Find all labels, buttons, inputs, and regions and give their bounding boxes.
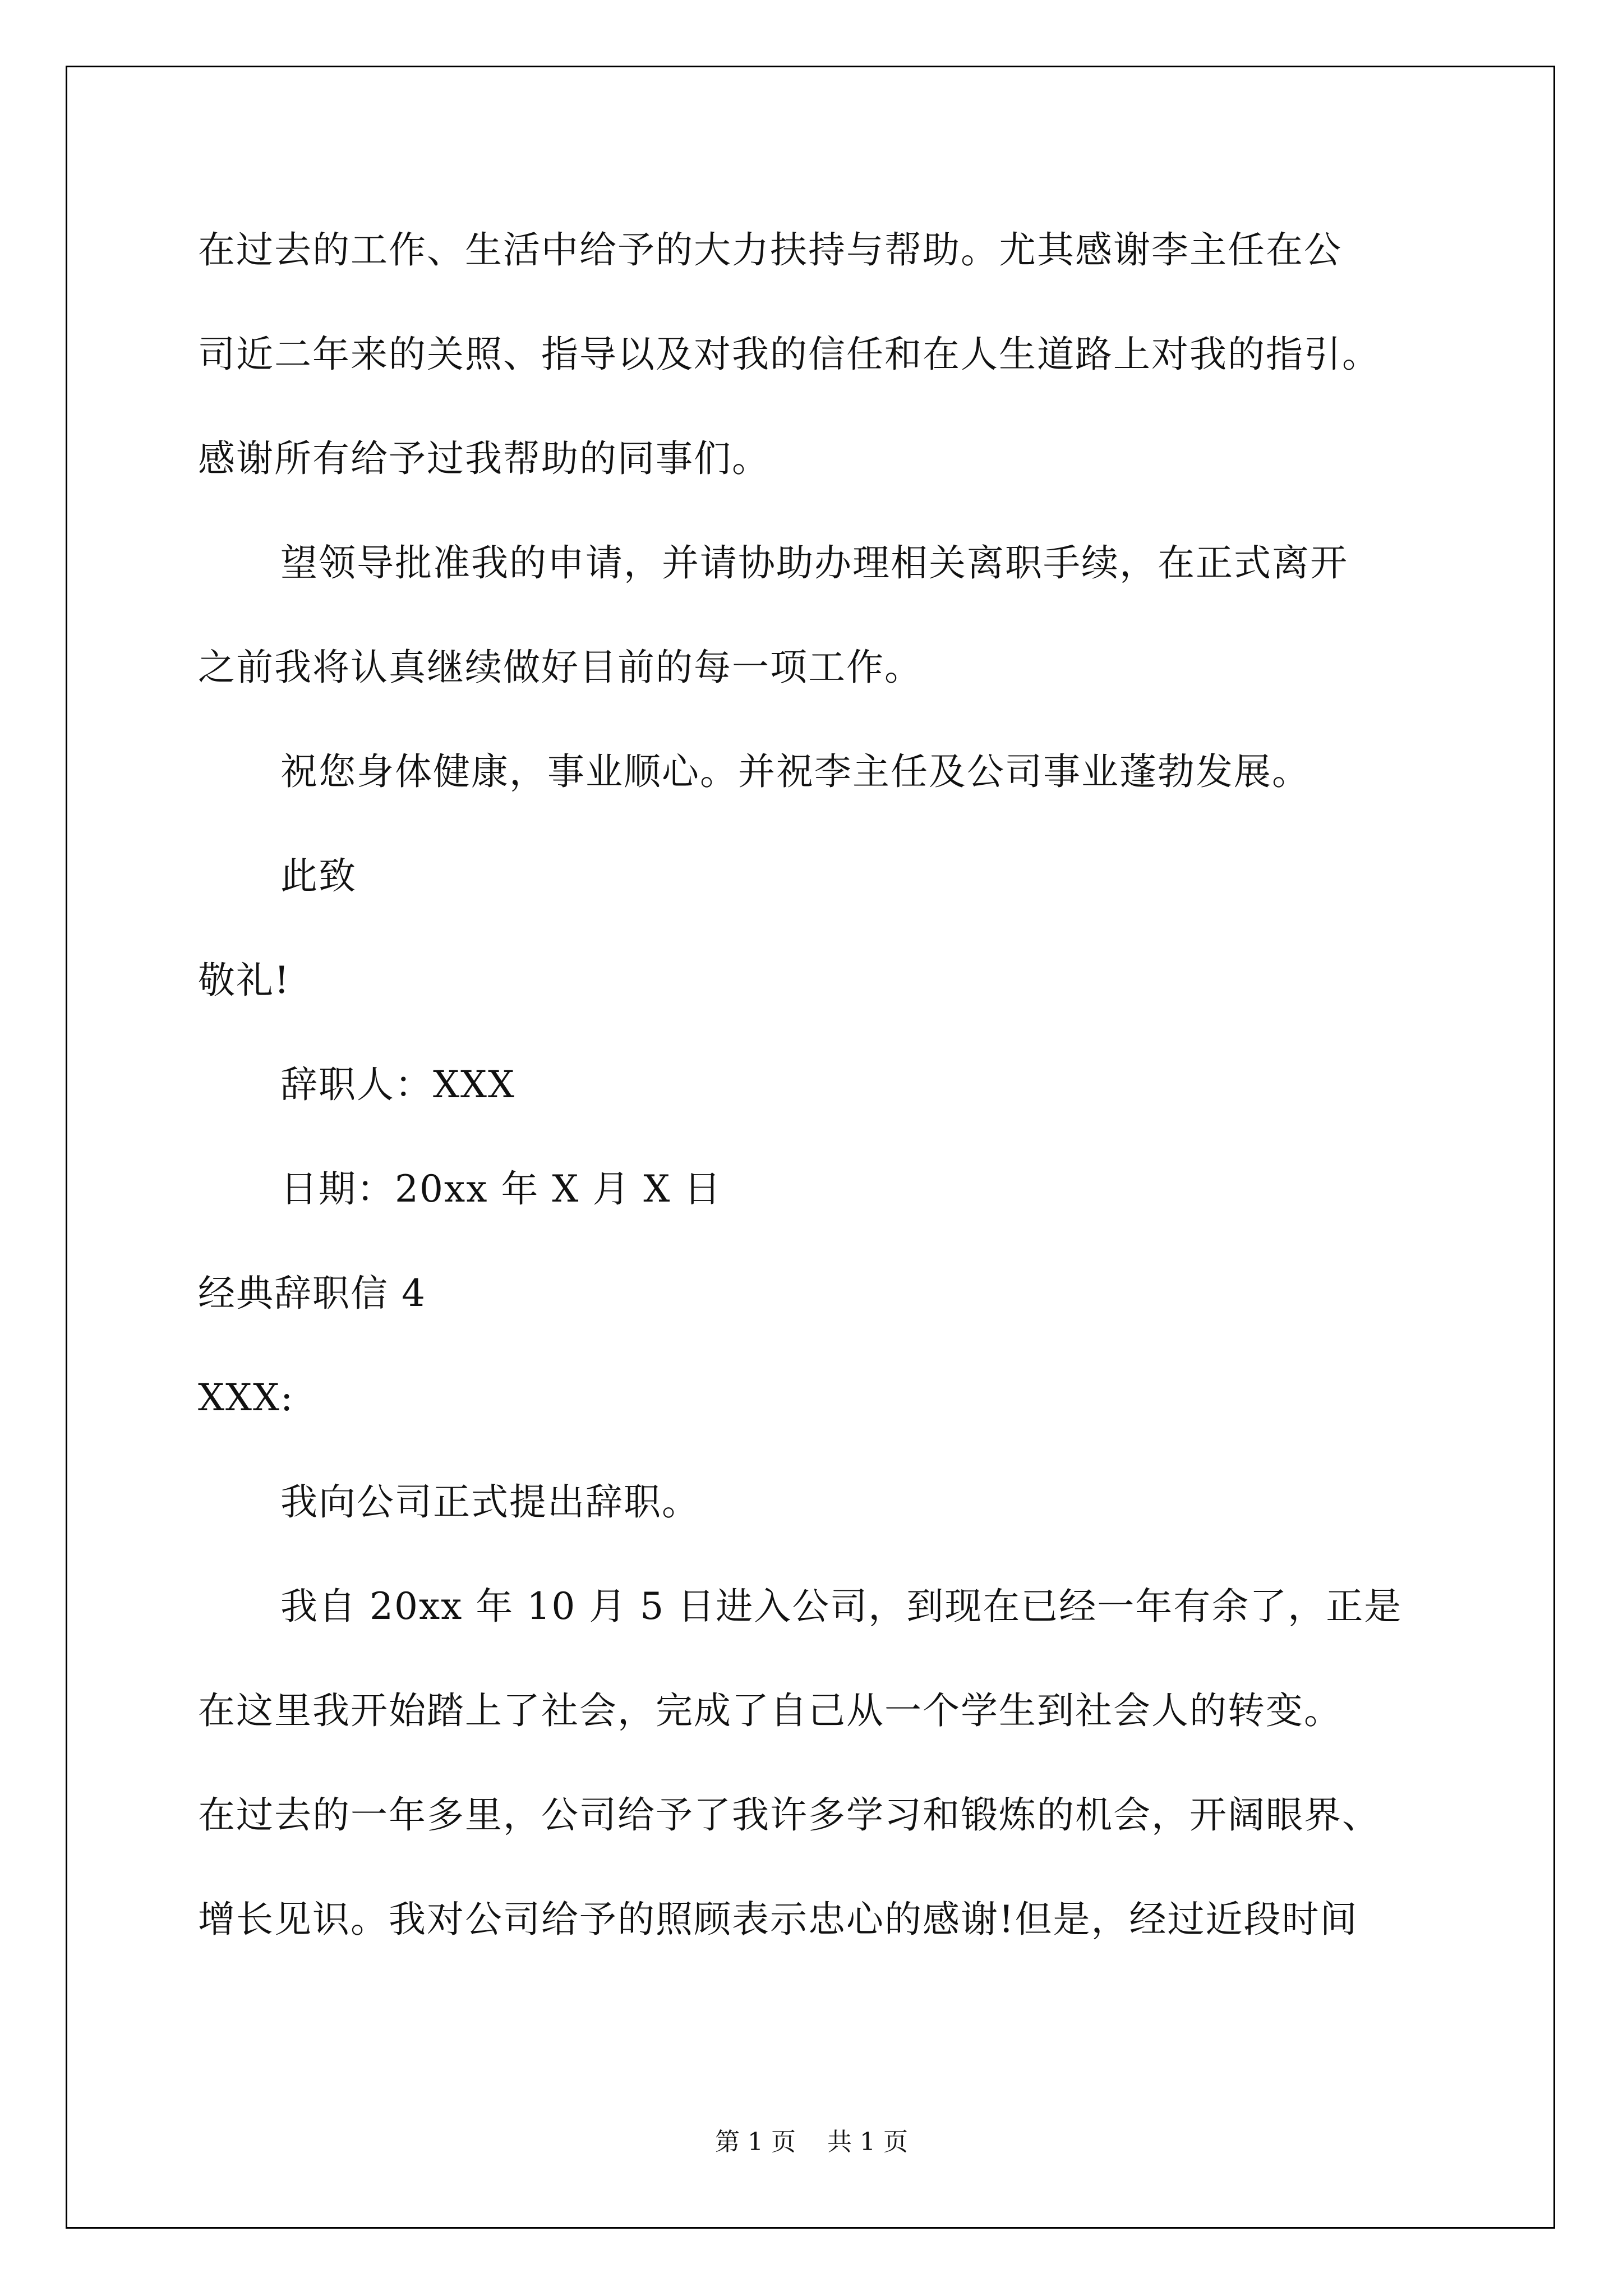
- page-number: 第 1 页: [715, 2128, 796, 2156]
- body-line: 增长见识。我对公司给予的照顾表示忠心的感谢!但是，经过近段时间: [198, 1898, 1358, 1941]
- body-line: 司近二年来的关照、指导以及对我的信任和在人生道路上对我的指引。: [198, 333, 1380, 376]
- body-line: 在这里我开始踏上了社会，完成了自己从一个学生到社会人的转变。: [198, 1689, 1342, 1732]
- signature-line: 辞职人：XXX: [280, 1063, 515, 1106]
- page-total: 共 1 页: [827, 2128, 908, 2156]
- body-line: 我向公司正式提出辞职。: [280, 1480, 700, 1524]
- body-line: 感谢所有给予过我帮助的同事们。: [198, 437, 770, 480]
- body-line: 在过去的工作、生活中给予的大力扶持与帮助。尤其感谢李主任在公: [198, 228, 1342, 272]
- date-line: 日期：20xx 年 X 月 X 日: [280, 1167, 722, 1211]
- page-footer: [0, 2130, 1623, 2155]
- addressee: XXX:: [198, 1376, 294, 1419]
- body-line: 我自 20xx 年 10 月 5 日进入公司，到现在已经一年有余了，正是: [280, 1585, 1403, 1628]
- body-line: 在过去的一年多里，公司给予了我许多学习和锻炼的机会，开阔眼界、: [198, 1793, 1380, 1837]
- body-line: 望领导批准我的申请，并请协助办理相关离职手续，在正式离开: [280, 541, 1348, 585]
- section-title: 经典辞职信 4: [198, 1272, 426, 1315]
- body-line: 祝您身体健康，事业顺心。并祝李主任及公司事业蓬勃发展。: [280, 750, 1310, 793]
- closing-salutation: 此致: [280, 854, 357, 898]
- body-line: 之前我将认真继续做好目前的每一项工作。: [198, 646, 923, 689]
- closing-regards: 敬礼!: [198, 959, 291, 1002]
